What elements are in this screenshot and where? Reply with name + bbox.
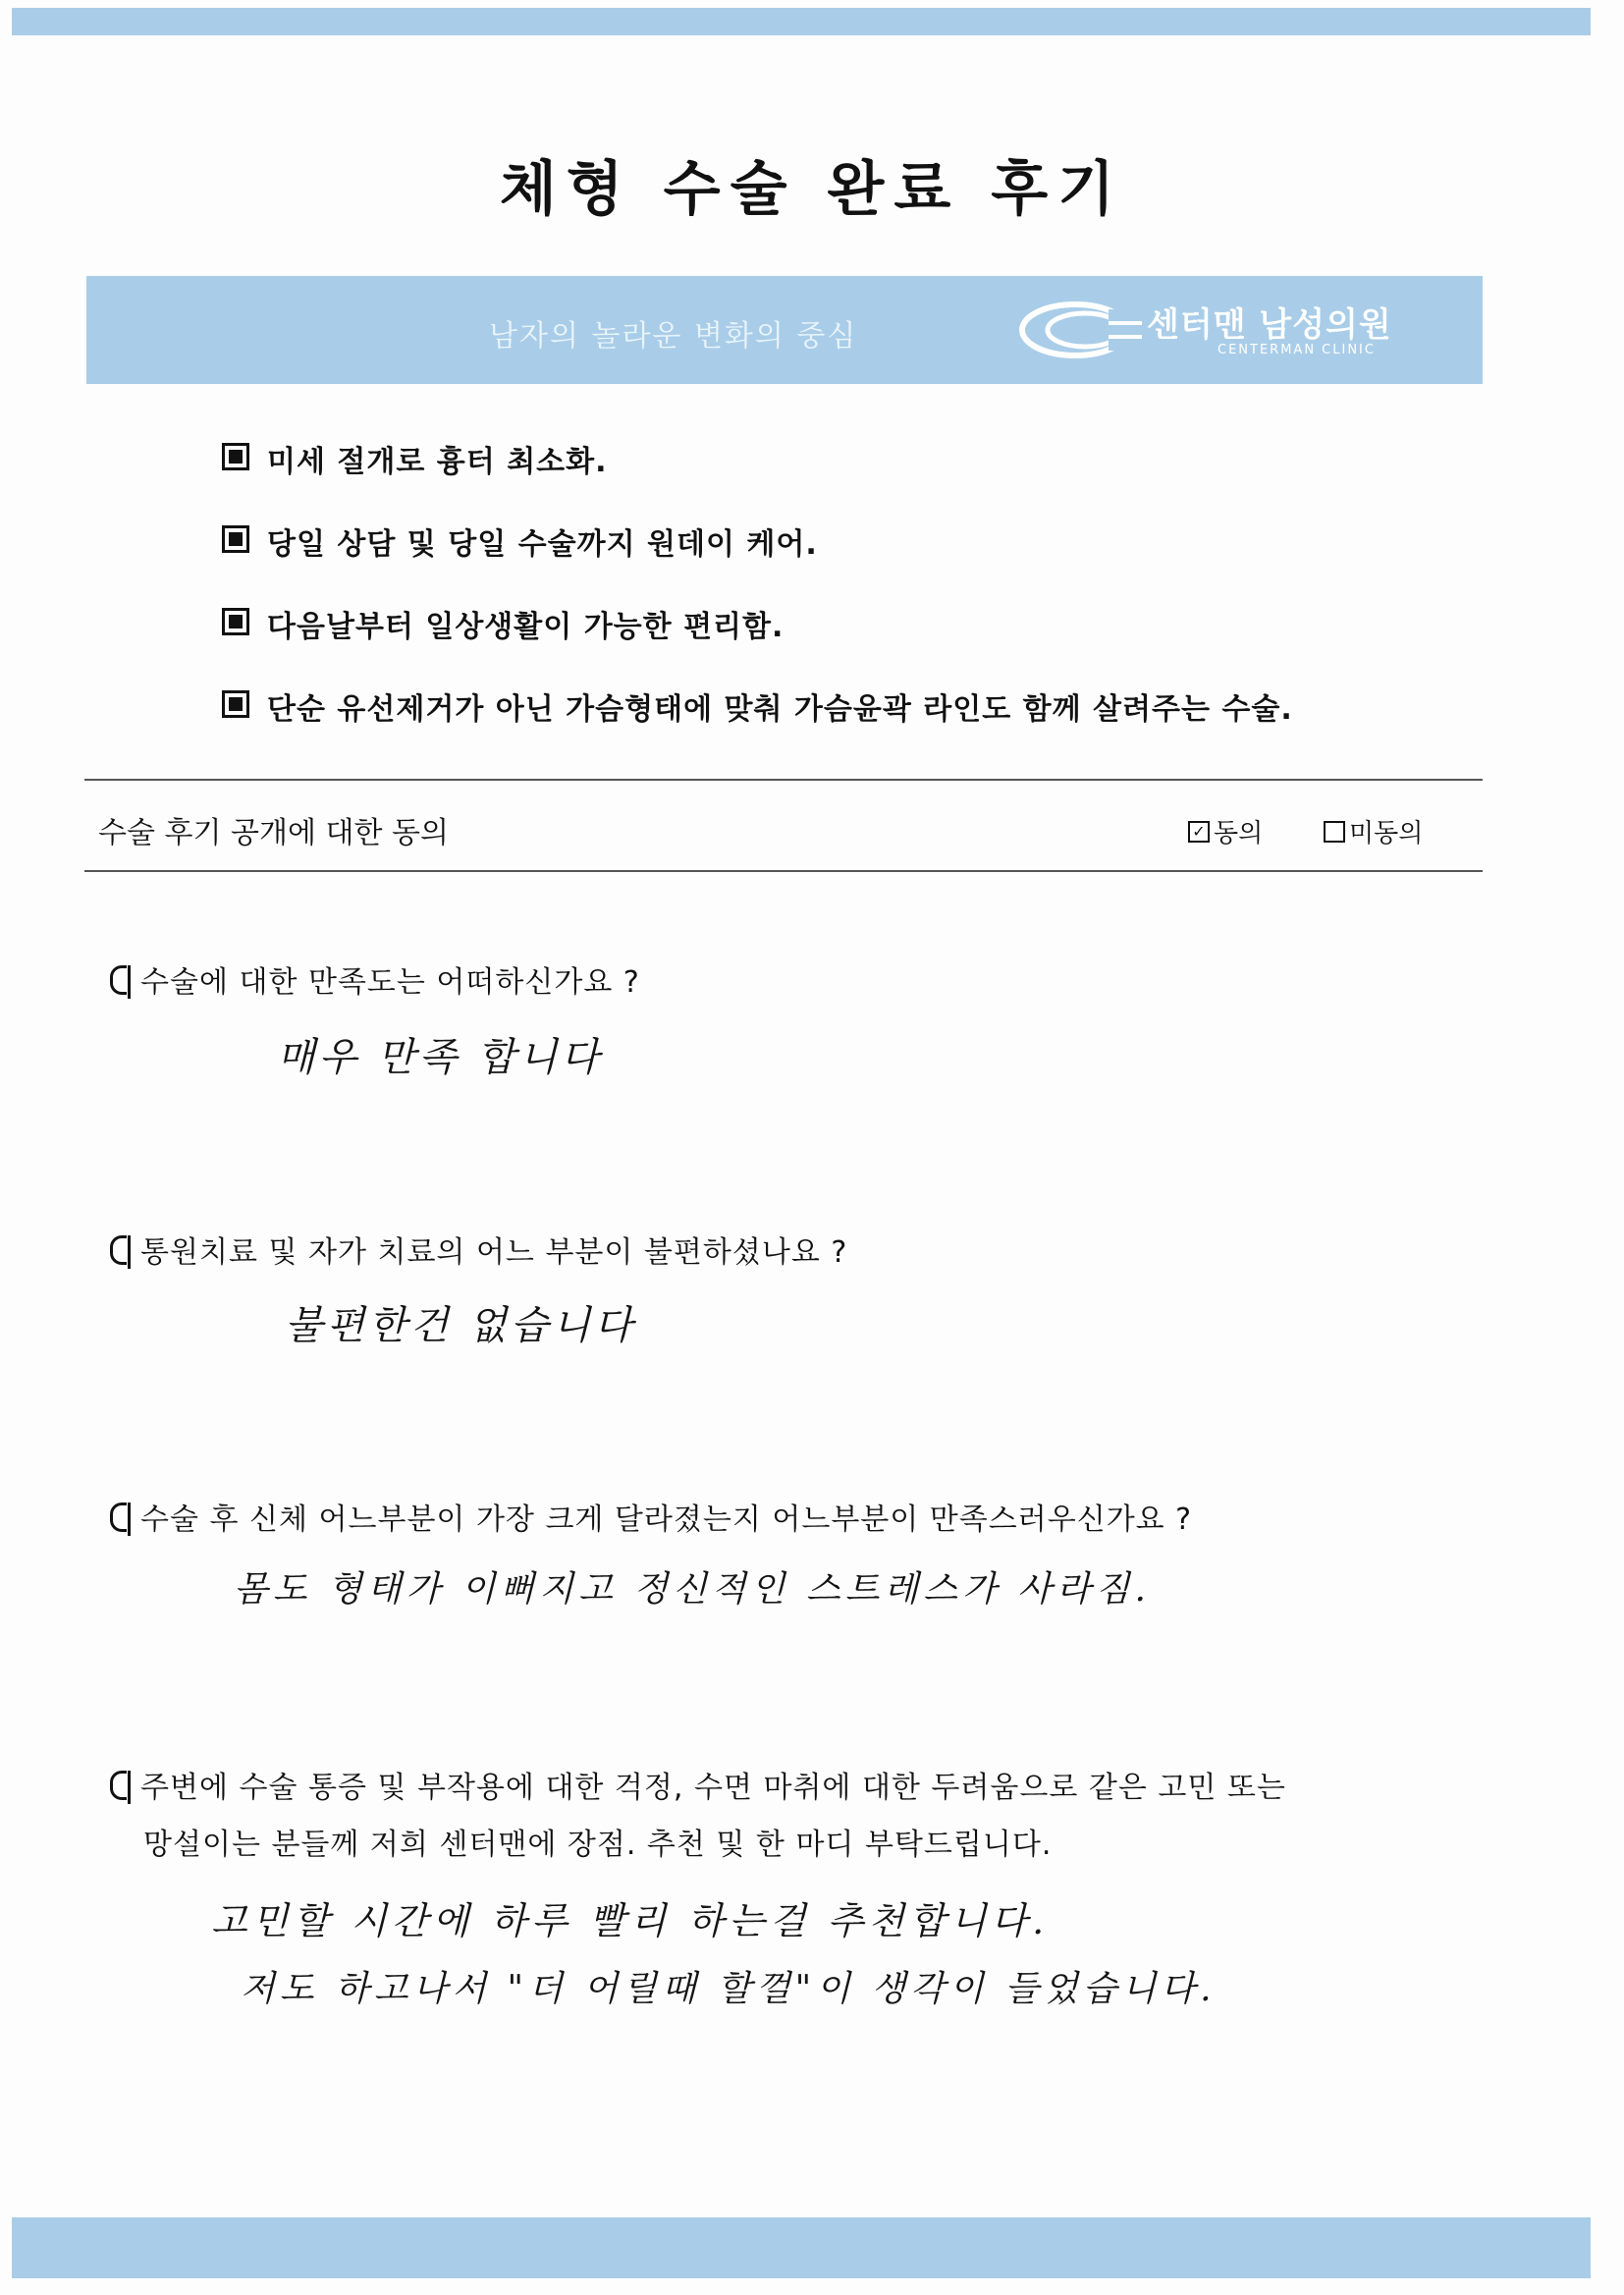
question-text: 주변에 수술 통증 및 부작용에 대한 걱정, 수면 마취에 대한 두려움으로 같은 고민 또는 <box>140 1771 1286 1805</box>
handwritten-answer: 몸도 형태가 이뻐지고 정신적인 스트레스가 사라짐. <box>234 1569 1151 1610</box>
square-bullet-icon <box>222 443 249 470</box>
feature-item <box>222 519 1293 602</box>
question-text-line2: 망설이는 분들께 저희 센터맨에 장점. 추천 및 한 마디 부탁드립니다. <box>143 1828 1053 1862</box>
feature-item <box>222 437 1293 519</box>
handwritten-answer: 매우 만족 합니다 <box>277 1035 603 1080</box>
clinic-logo-icon <box>1014 296 1142 364</box>
question-1 <box>110 955 640 1011</box>
square-bullet-icon <box>222 525 249 553</box>
consent-label: 수술 후기 공개에 대한 동의 <box>98 816 449 850</box>
agree-checkbox[interactable]: ✓ <box>1188 821 1210 843</box>
q-bullet-icon <box>110 1235 127 1265</box>
question-text: 수술 후 신체 어느부분이 가장 크게 달라졌는지 어느부분이 만족스러우신가요 ? <box>140 1503 1193 1537</box>
clinic-name: 센터맨 남성의원 <box>1147 305 1392 345</box>
feature-item <box>222 602 1293 684</box>
question-3 <box>110 1492 1192 1549</box>
feature-text: 미세 절개로 흉터 최소화. <box>267 445 608 479</box>
bottom-border-band <box>12 2217 1591 2278</box>
handwritten-answer-line2: 저도 하고나서 "더 어릴때 할껄"이 생각이 들었습니다. <box>241 1969 1217 2009</box>
disagree-checkbox[interactable] <box>1324 821 1345 843</box>
agree-label: 동의 <box>1214 819 1264 848</box>
divider-bottom <box>84 870 1483 872</box>
feature-list <box>222 437 1293 767</box>
disagree-label: 미동의 <box>1349 819 1424 848</box>
consent-disagree-option[interactable] <box>1324 813 1423 849</box>
handwritten-answer: 불편한건 없습니다 <box>285 1303 636 1348</box>
square-bullet-icon <box>222 608 249 635</box>
feature-item <box>222 684 1293 767</box>
consent-agree-option[interactable] <box>1188 813 1263 849</box>
banner-slogan: 남자의 놀라운 변화의 중심 <box>489 319 858 354</box>
feature-text: 다음날부터 일상생활이 가능한 편리함. <box>267 610 785 644</box>
handwritten-answer: 고민할 시간에 하루 빨리 하는걸 추천합니다. <box>211 1899 1050 1942</box>
question-text: 수술에 대한 만족도는 어떠하신가요 ? <box>140 965 640 1000</box>
question-text: 통원치료 및 자가 치료의 어느 부분이 불편하셨나요 ? <box>140 1235 848 1270</box>
feature-text: 당일 상담 및 당일 수술까지 원데이 케어. <box>267 527 818 562</box>
question-2 <box>110 1225 847 1282</box>
divider-top <box>84 779 1483 781</box>
page-title: 체형 수술 완료 후기 <box>499 155 1125 224</box>
question-4 <box>110 1760 1286 1874</box>
clinic-banner <box>86 276 1483 384</box>
q-bullet-icon <box>110 1503 127 1532</box>
square-bullet-icon <box>222 690 249 718</box>
clinic-name-en: CENTERMAN CLINIC <box>1218 343 1376 357</box>
q-bullet-icon <box>110 1771 127 1800</box>
q-bullet-icon <box>110 965 127 995</box>
feature-text: 단순 유선제거가 아닌 가슴형태에 맞춰 가슴윤곽 라인도 함께 살려주는 수술. <box>267 692 1293 727</box>
top-border-band <box>12 8 1591 35</box>
